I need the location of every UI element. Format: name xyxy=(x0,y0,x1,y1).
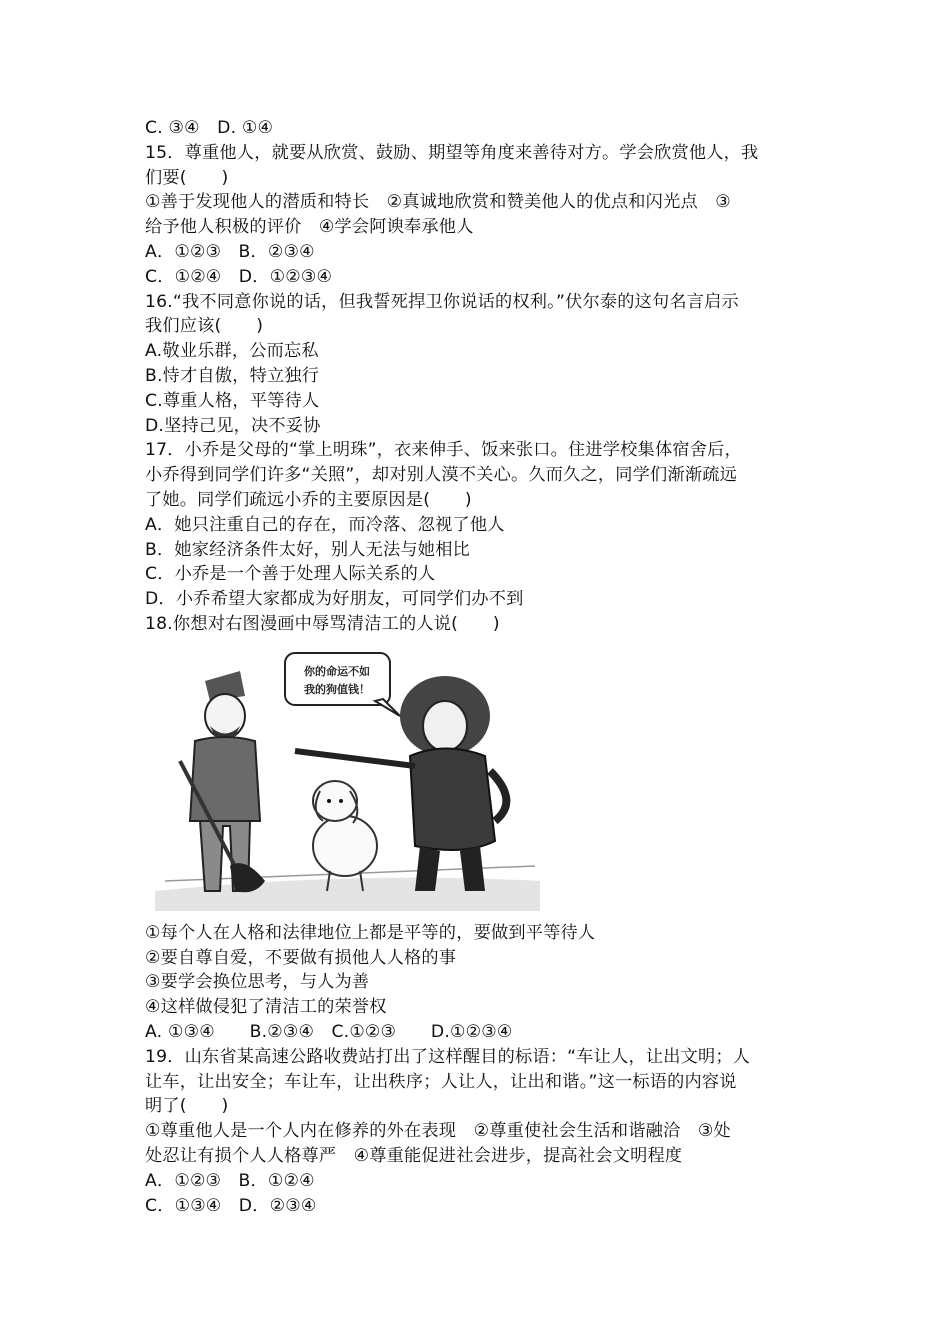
text-line: A．她只注重自己的存在，而冷落、忽视了他人 xyxy=(145,514,505,535)
text-line: 让车，让出安全；车让车，让出秩序；人让人，让出和谐。”这一标语的内容说 xyxy=(145,1071,737,1092)
text-line: 给予他人积极的评价 ④学会阿谀奉承他人 xyxy=(145,217,474,238)
text-line: A. ①③④ B.②③④ C.①②③ D.①②③④ xyxy=(145,1021,513,1042)
text-line: B.恃才自傲，特立独行 xyxy=(145,365,320,386)
text-line: C．①②④ D．①②③④ xyxy=(145,266,333,287)
text-line: 19．山东省某高速公路收费站打出了这样醒目的标语：“车让人，让出文明；人 xyxy=(145,1046,751,1067)
question-block-top xyxy=(145,116,815,637)
text-line: ③要学会换位思考，与人为善 xyxy=(145,972,370,993)
text-line: 我们应该( ) xyxy=(145,316,264,337)
text-line: C. ③④ D. ①④ xyxy=(145,118,274,138)
text-line: C．小乔是一个善于处理人际关系的人 xyxy=(145,564,436,585)
text-line: A．①②③ B．①②④ xyxy=(145,1170,315,1191)
text-line: ①尊重他人是一个人内在修养的外在表现 ②尊重使社会生活和谐融洽 ③处 xyxy=(145,1121,731,1142)
text-line: 17．小乔是父母的“掌上明珠”，衣来伸手、饭来张口。住进学校集体宿舍后， xyxy=(145,440,742,461)
bubble-text-line2: 我的狗值钱！ xyxy=(304,682,370,696)
cartoon-illustration xyxy=(145,641,545,911)
text-line: 明了( ) xyxy=(145,1096,229,1117)
exam-page xyxy=(145,116,815,1218)
text-line: A．①②③ B．②③④ xyxy=(145,241,315,262)
text-line: D.坚持己见，决不妥协 xyxy=(145,415,321,436)
question-block-bottom xyxy=(145,921,815,1219)
text-line: C．①③④ D．②③④ xyxy=(145,1195,317,1216)
cartoon-drawing xyxy=(145,641,545,911)
text-line: B．她家经济条件太好，别人无法与她相比 xyxy=(145,539,470,560)
text-line: 处忍让有损个人人格尊严 ④尊重能促进社会进步，提高社会文明程度 xyxy=(145,1145,683,1166)
text-line: 16.“我不同意你说的话，但我誓死捍卫你说话的权利。”伏尔泰的这句名言启示 xyxy=(145,291,739,312)
text-line: ①善于发现他人的潜质和特长 ②真诚地欣赏和赞美他人的优点和闪光点 ③ xyxy=(145,192,731,213)
text-line: C.尊重人格，平等待人 xyxy=(145,390,320,411)
text-line: A.敬业乐群，公而忘私 xyxy=(145,341,319,362)
text-line: 们要( ) xyxy=(145,167,229,188)
text-line: ④这样做侵犯了清洁工的荣誉权 xyxy=(145,997,387,1018)
text-line: ①每个人在人格和法律地位上都是平等的，要做到平等待人 xyxy=(145,922,596,943)
text-line: 18.你想对右图漫画中辱骂清洁工的人说( ) xyxy=(145,613,500,634)
text-line: 了她。同学们疏远小乔的主要原因是( ) xyxy=(145,489,472,510)
text-line: 小乔得到同学们许多“关照”，却对别人漠不关心。久而久之，同学们渐渐疏远 xyxy=(145,465,737,486)
text-line: D．小乔希望大家都成为好朋友，可同学们办不到 xyxy=(145,589,524,610)
text-line: ②要自尊自爱，不要做有损他人人格的事 xyxy=(145,947,457,968)
bubble-text-line1: 你的命运不如 xyxy=(304,664,370,678)
text-line: 15．尊重他人，就要从欣赏、鼓励、期望等角度来善待对方。学会欣赏他人，我 xyxy=(145,142,759,163)
